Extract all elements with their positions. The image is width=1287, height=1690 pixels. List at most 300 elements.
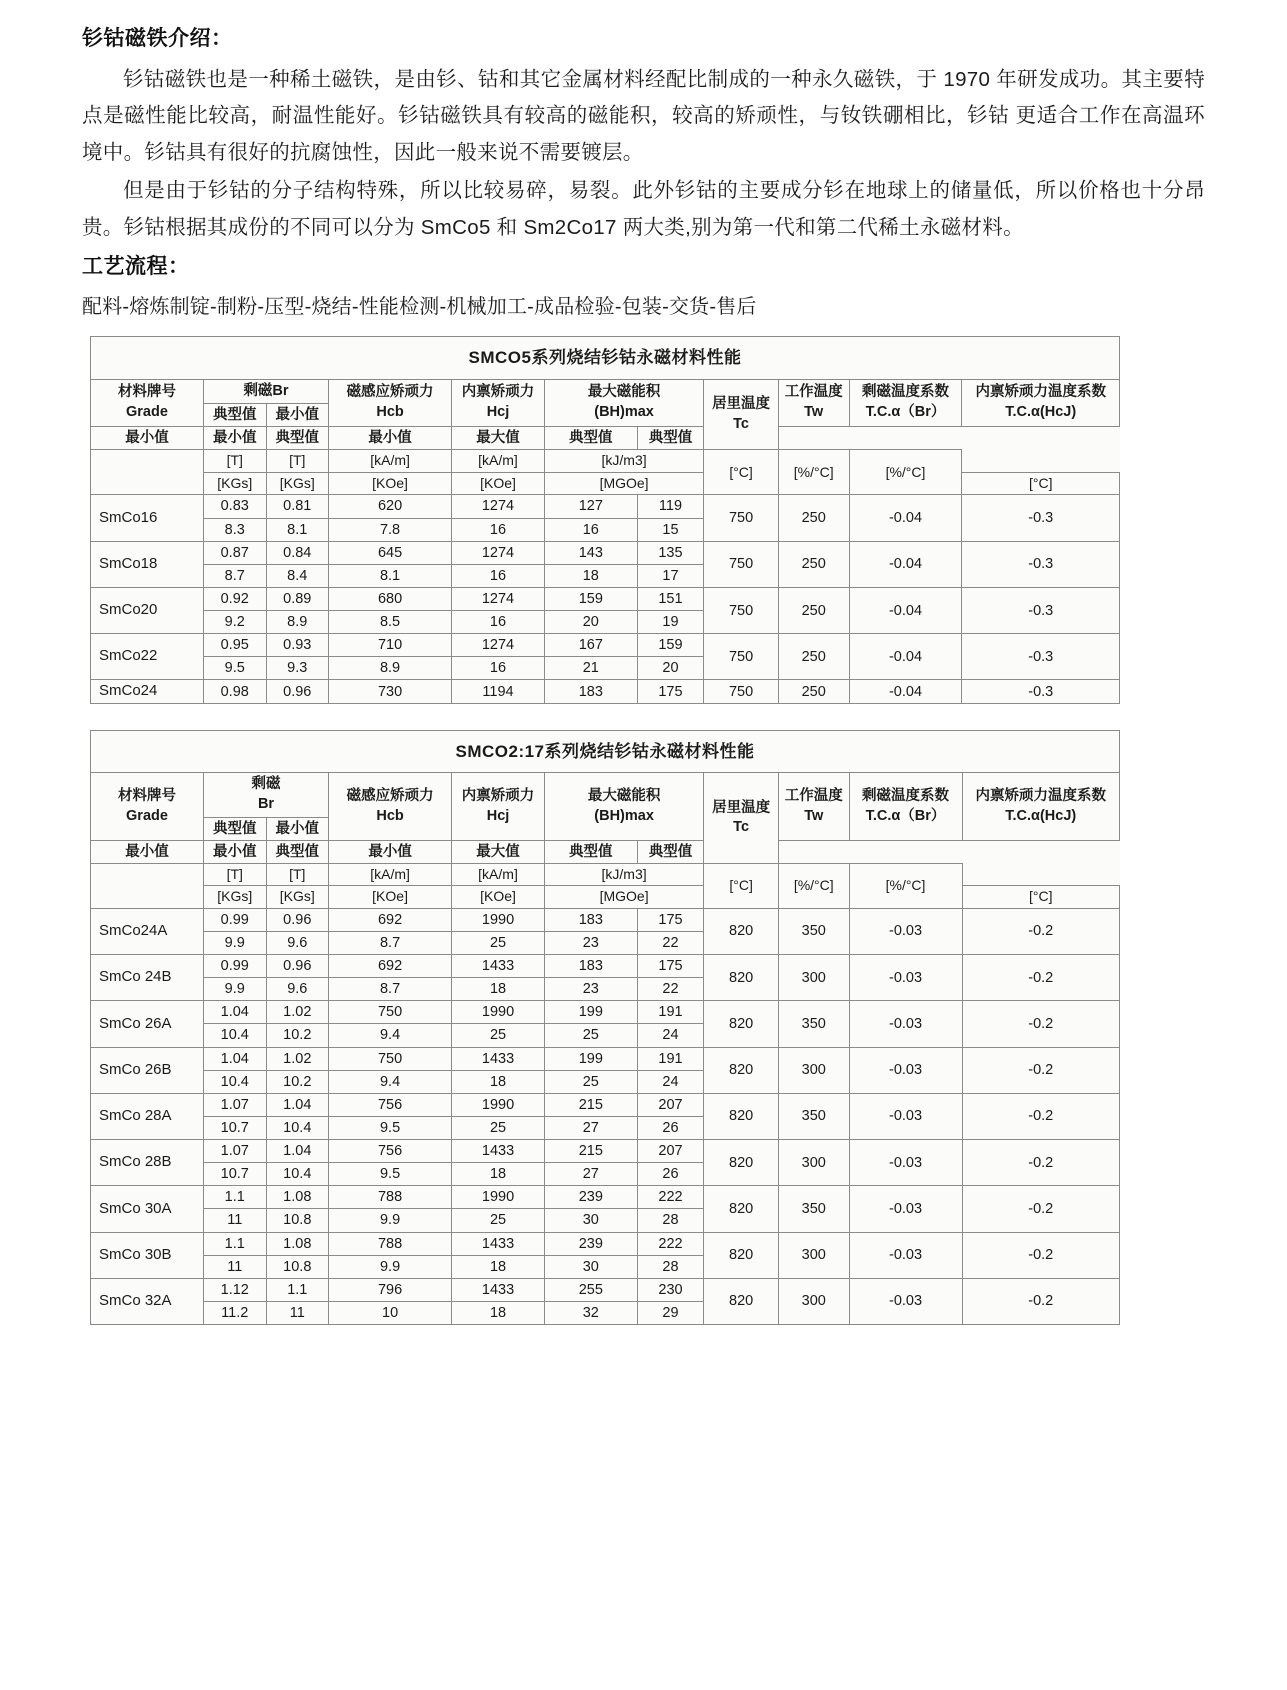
header-hcj (452, 379, 545, 427)
header-tc (704, 379, 779, 450)
cell-bh-min-alt: 22 (637, 931, 704, 954)
cell-br-min: 1.02 (266, 1047, 329, 1070)
header-bh-minimum: 最小值 (329, 840, 452, 863)
header-br-cn: 剩磁 (251, 776, 281, 793)
header-tc-hcj-cn: 内禀矫顽力温度系数 (975, 788, 1106, 805)
cell-bh-typ: 143 (544, 541, 637, 564)
cell-tc: 820 (704, 1140, 779, 1186)
cell-grade: SmCo16 (91, 495, 204, 541)
cell-bh-typ-alt: 32 (544, 1301, 637, 1324)
cell-bh-min-alt: 24 (637, 1070, 704, 1093)
cell-hcb-min-alt: 9.9 (329, 1209, 452, 1232)
cell-hcb-min-alt: 9.5 (329, 1116, 452, 1139)
cell-br-typ: 1.1 (203, 1186, 266, 1209)
cell-br-min: 1.02 (266, 1001, 329, 1024)
header-hcb (329, 773, 452, 840)
cell-tc-br: -0.03 (849, 1047, 962, 1093)
cell-bh-min: 207 (637, 1093, 704, 1116)
cell-tw: 350 (778, 908, 849, 954)
cell-br-typ: 1.04 (203, 1001, 266, 1024)
cell-bh-typ-alt: 23 (544, 978, 637, 1001)
cell-grade: SmCo 28A (91, 1093, 204, 1139)
cell-grade: SmCo 24B (91, 955, 204, 1001)
cell-hcj-min-alt: 25 (452, 931, 545, 954)
cell-bh-typ: 183 (544, 680, 637, 704)
cell-br-min-alt: 10.2 (266, 1070, 329, 1093)
cell-tc-hcj: -0.3 (962, 587, 1120, 633)
cell-br-min: 0.93 (266, 634, 329, 657)
header-br: 剩磁Br (203, 379, 328, 404)
header-hcj-minimum: 最小值 (203, 840, 266, 863)
cell-grade: SmCo22 (91, 634, 204, 680)
table-row (91, 680, 1120, 704)
cell-tc-br: -0.03 (849, 908, 962, 954)
cell-grade: SmCo 28B (91, 1140, 204, 1186)
unit-hcb-kam: [kA/m] (329, 863, 452, 886)
cell-br-min-alt: 8.9 (266, 611, 329, 634)
unit-tc-c: [°C] (962, 472, 1120, 495)
cell-bh-typ-alt: 18 (544, 564, 637, 587)
cell-br-min: 1.04 (266, 1140, 329, 1163)
cell-br-typ-alt: 10.7 (203, 1163, 266, 1186)
cell-grade: SmCo24 (91, 680, 204, 704)
cell-br-min: 0.84 (266, 541, 329, 564)
cell-bh-typ-alt: 27 (544, 1116, 637, 1139)
cell-tc-br: -0.03 (849, 1001, 962, 1047)
unit-tcbr-pct: [%/°C] (778, 450, 849, 495)
cell-br-min-alt: 10.2 (266, 1024, 329, 1047)
header-tc-hcj-cn: 内禀矫顽力温度系数 (975, 384, 1106, 401)
cell-hcj-min-alt: 18 (452, 978, 545, 1001)
cell-hcb-min-alt: 9.5 (329, 1163, 452, 1186)
cell-tc-hcj: -0.2 (962, 1093, 1119, 1139)
header-hcb (329, 379, 452, 427)
header-hcj-cn: 内禀矫顽力 (461, 384, 535, 401)
header-grade-cn: 材料牌号 (117, 788, 176, 805)
cell-grade: SmCo18 (91, 541, 204, 587)
cell-tc: 820 (704, 1278, 779, 1324)
cell-hcj-min: 1274 (452, 541, 545, 564)
cell-tw: 250 (778, 680, 849, 704)
header-tc-br (849, 379, 962, 427)
cell-bh-typ: 159 (544, 587, 637, 610)
intro-paragraph-1: 钐钴磁铁也是一种稀土磁铁，是由钐、钴和其它金属材料经配比制成的一种永久磁铁，于 1970 年研发成功。其主要特点是磁性能比较高，耐温性能好。钐钴磁铁具有较高的磁能积，较高的矫顽性，与钕铁硼相比，钐钴 更适合工作在高温环境中。钐钴具有很好的抗腐蚀性，因此一般来说不需要镀层。 (82, 68, 1205, 164)
cell-hcb-min: 692 (329, 955, 452, 978)
cell-bh-typ: 239 (544, 1232, 637, 1255)
cell-br-min-alt: 8.4 (266, 564, 329, 587)
cell-tc-hcj: -0.3 (962, 680, 1120, 704)
unit-hcb-koe: [KOe] (329, 886, 452, 909)
cell-bh-min: 175 (637, 680, 704, 704)
header-tc-hcj-sym: T.C.α(HcJ) (1005, 404, 1077, 421)
cell-br-typ-alt: 11.2 (203, 1301, 266, 1324)
cell-hcj-min-alt: 25 (452, 1024, 545, 1047)
cell-grade: SmCo 30B (91, 1232, 204, 1278)
cell-bh-typ-alt: 27 (544, 1163, 637, 1186)
cell-hcj-min-alt: 25 (452, 1209, 545, 1232)
cell-bh-min-alt: 28 (637, 1255, 704, 1278)
cell-tc-br: -0.03 (849, 955, 962, 1001)
cell-hcb-min: 788 (329, 1186, 452, 1209)
cell-br-min: 1.08 (266, 1186, 329, 1209)
cell-br-typ-alt: 8.3 (203, 518, 266, 541)
cell-bh-typ: 215 (544, 1093, 637, 1116)
header-br-typical: 典型值 (203, 817, 266, 840)
cell-br-typ: 0.87 (203, 541, 266, 564)
header-br-typical: 典型值 (203, 404, 266, 427)
header-tcbr-typical: 典型值 (544, 427, 637, 450)
header-hcj-minimum: 最小值 (203, 427, 266, 450)
cell-tc: 820 (704, 908, 779, 954)
cell-bh-typ-alt: 25 (544, 1024, 637, 1047)
header-bh-minimum: 最小值 (329, 427, 452, 450)
cell-tc: 820 (704, 1186, 779, 1232)
header-hcb-cn: 磁感应矫顽力 (346, 384, 434, 401)
cell-hcj-min-alt: 16 (452, 657, 545, 680)
cell-bh-min-alt: 17 (637, 564, 704, 587)
unit-br-typ-t: [T] (203, 450, 266, 473)
table-row (91, 495, 1120, 518)
table-row (91, 1278, 1120, 1301)
table-row (91, 587, 1120, 610)
cell-br-typ-alt: 10.7 (203, 1116, 266, 1139)
header-tw-sym: Tw (804, 807, 824, 824)
header-tw-cn: 工作温度 (784, 788, 843, 805)
unit-br-typ-t: [T] (203, 863, 266, 886)
cell-tc: 750 (704, 587, 779, 633)
cell-tc-hcj: -0.2 (962, 1047, 1119, 1093)
unit-tc-c: [°C] (962, 886, 1119, 909)
header-tw-maximum: 最大值 (452, 427, 545, 450)
cell-tc: 820 (704, 1001, 779, 1047)
table-row (91, 1001, 1120, 1024)
cell-tc: 750 (704, 634, 779, 680)
cell-hcb-min-alt: 8.1 (329, 564, 452, 587)
header-br-sym: Br (257, 796, 275, 813)
unit-tchcj-pct: [%/°C] (849, 863, 962, 908)
cell-tc: 820 (704, 1093, 779, 1139)
table-row (91, 1140, 1120, 1163)
cell-bh-min-alt: 24 (637, 1024, 704, 1047)
cell-br-typ: 0.98 (203, 680, 266, 704)
header-grade (91, 379, 204, 427)
cell-tc-hcj: -0.2 (962, 908, 1119, 954)
header-tc-br (849, 773, 962, 840)
cell-tc-hcj: -0.2 (962, 955, 1119, 1001)
cell-grade: SmCo 32A (91, 1278, 204, 1324)
cell-br-typ: 1.1 (203, 1232, 266, 1255)
cell-hcj-min-alt: 18 (452, 1070, 545, 1093)
cell-br-min-alt: 9.3 (266, 657, 329, 680)
header-tc-cn: 居里温度 (712, 396, 771, 413)
header-bhmax (544, 379, 703, 427)
cell-bh-min-alt: 19 (637, 611, 704, 634)
table-row (91, 955, 1120, 978)
table-row (91, 634, 1120, 657)
cell-bh-min-alt: 26 (637, 1163, 704, 1186)
unit-br-min-t: [T] (266, 863, 329, 886)
smco217-spec-table (90, 730, 1120, 1325)
header-tchcj-typical: 典型值 (637, 427, 704, 450)
header-tcbr-typical: 典型值 (544, 840, 637, 863)
cell-bh-min: 135 (637, 541, 704, 564)
header-tw (778, 773, 849, 840)
unit-tw-c: [°C] (704, 863, 779, 908)
table-title: SMCO5系列烧结钐钴永磁材料性能 (91, 337, 1120, 379)
cell-hcb-min-alt: 8.7 (329, 931, 452, 954)
cell-hcj-min: 1194 (452, 680, 545, 704)
cell-tc: 820 (704, 1047, 779, 1093)
cell-hcb-min-alt: 10 (329, 1301, 452, 1324)
header-hcb-cn: 磁感应矫顽力 (346, 788, 434, 805)
cell-tw: 250 (778, 587, 849, 633)
cell-hcb-min: 620 (329, 495, 452, 518)
cell-br-min-alt: 10.4 (266, 1116, 329, 1139)
cell-hcb-min: 645 (329, 541, 452, 564)
cell-bh-typ: 199 (544, 1047, 637, 1070)
cell-tc-hcj: -0.2 (962, 1001, 1119, 1047)
cell-hcj-min: 1274 (452, 634, 545, 657)
unit-br-typ-kgs: [KGs] (203, 886, 266, 909)
header-tchcj-typical: 典型值 (637, 840, 704, 863)
header-grade-en: Grade (126, 807, 168, 824)
cell-hcj-min: 1433 (452, 1232, 545, 1255)
cell-br-typ: 0.83 (203, 495, 266, 518)
cell-tc-br: -0.03 (849, 1278, 962, 1324)
header-bhmax-sym: (BH)max (594, 404, 654, 421)
cell-tw: 250 (778, 541, 849, 587)
cell-bh-typ: 183 (544, 955, 637, 978)
cell-tw: 300 (778, 1140, 849, 1186)
cell-grade: SmCo 26B (91, 1047, 204, 1093)
cell-tc-br: -0.04 (849, 541, 962, 587)
cell-hcj-min: 1990 (452, 1093, 545, 1116)
cell-br-min-alt: 11 (266, 1301, 329, 1324)
unit-br-min-kgs: [KGs] (266, 472, 329, 495)
cell-tc-br: -0.04 (849, 634, 962, 680)
unit-hcj-koe: [KOe] (452, 886, 545, 909)
cell-hcb-min: 680 (329, 587, 452, 610)
header-br-minimum: 最小值 (266, 404, 329, 427)
cell-hcb-min: 796 (329, 1278, 452, 1301)
header-hcj-sym: Hcj (486, 404, 510, 421)
cell-br-typ-alt: 10.4 (203, 1070, 266, 1093)
header-tw-maximum: 最大值 (452, 840, 545, 863)
cell-hcj-min: 1433 (452, 1047, 545, 1070)
cell-grade: SmCo 30A (91, 1186, 204, 1232)
cell-bh-min: 207 (637, 1140, 704, 1163)
table-row (91, 908, 1120, 931)
unit-tcbr-pct: [%/°C] (778, 863, 849, 908)
cell-br-typ-alt: 9.2 (203, 611, 266, 634)
header-br (203, 773, 328, 817)
cell-bh-min: 222 (637, 1186, 704, 1209)
cell-bh-min: 175 (637, 955, 704, 978)
cell-br-typ-alt: 8.7 (203, 564, 266, 587)
cell-bh-typ-alt: 25 (544, 1070, 637, 1093)
cell-bh-min: 222 (637, 1232, 704, 1255)
cell-hcj-min-alt: 18 (452, 1301, 545, 1324)
cell-br-min-alt: 9.6 (266, 978, 329, 1001)
cell-tc: 750 (704, 541, 779, 587)
cell-br-typ-alt: 9.9 (203, 931, 266, 954)
cell-bh-min: 230 (637, 1278, 704, 1301)
cell-tw: 300 (778, 955, 849, 1001)
cell-tc-hcj: -0.2 (962, 1140, 1119, 1186)
header-hcj-sym: Hcj (486, 807, 510, 824)
cell-bh-typ-alt: 23 (544, 931, 637, 954)
cell-tc: 820 (704, 1232, 779, 1278)
table-row (91, 1232, 1120, 1255)
cell-tc-hcj: -0.3 (962, 634, 1120, 680)
cell-hcj-min-alt: 18 (452, 1255, 545, 1278)
cell-bh-typ-alt: 16 (544, 518, 637, 541)
header-tc-br-cn: 剩磁温度系数 (862, 788, 950, 805)
cell-bh-min: 191 (637, 1047, 704, 1070)
cell-grade: SmCo 26A (91, 1001, 204, 1047)
cell-bh-min: 119 (637, 495, 704, 518)
unit-bh-kjm3: [kJ/m3] (544, 450, 703, 473)
cell-tc-hcj: -0.2 (962, 1278, 1119, 1324)
unit-hcb-kam: [kA/m] (329, 450, 452, 473)
process-flow-line: 配料-熔炼制锭-制粉-压型-烧结-性能检测-机械加工-成品检验-包装-交货-售后 (82, 296, 757, 319)
cell-hcb-min: 750 (329, 1047, 452, 1070)
cell-br-typ: 0.99 (203, 955, 266, 978)
cell-bh-typ-alt: 30 (544, 1209, 637, 1232)
cell-tc-br: -0.03 (849, 1232, 962, 1278)
header-bh-typical: 典型值 (266, 427, 329, 450)
header-hcb-minimum: 最小值 (91, 427, 204, 450)
cell-hcb-min: 756 (329, 1093, 452, 1116)
cell-tw: 350 (778, 1186, 849, 1232)
cell-br-typ-alt: 11 (203, 1209, 266, 1232)
cell-bh-min-alt: 29 (637, 1301, 704, 1324)
cell-bh-typ: 167 (544, 634, 637, 657)
header-tc-sym: Tc (733, 819, 750, 836)
cell-br-min: 0.81 (266, 495, 329, 518)
unit-hcb-koe: [KOe] (329, 472, 452, 495)
header-hcb-sym: Hcb (376, 404, 404, 421)
table-row (91, 1093, 1120, 1116)
header-tc-hcj-sym: T.C.α(HcJ) (1005, 807, 1077, 824)
cell-bh-min: 159 (637, 634, 704, 657)
unit-tchcj-pct: [%/°C] (849, 450, 962, 495)
cell-hcb-min-alt: 8.9 (329, 657, 452, 680)
cell-br-typ: 0.99 (203, 908, 266, 931)
unit-br-min-t: [T] (266, 450, 329, 473)
cell-tw: 300 (778, 1047, 849, 1093)
unit-hcj-kam: [kA/m] (452, 450, 545, 473)
cell-br-typ-alt: 9.5 (203, 657, 266, 680)
cell-br-min: 0.96 (266, 680, 329, 704)
cell-br-typ-alt: 9.9 (203, 978, 266, 1001)
cell-tw: 300 (778, 1232, 849, 1278)
cell-hcb-min-alt: 9.4 (329, 1024, 452, 1047)
cell-br-min: 0.96 (266, 908, 329, 931)
cell-grade: SmCo24A (91, 908, 204, 954)
cell-bh-min-alt: 26 (637, 1116, 704, 1139)
header-bhmax-sym: (BH)max (594, 807, 654, 824)
header-bhmax-cn: 最大磁能积 (587, 788, 661, 805)
process-heading: 工艺流程： (82, 255, 190, 279)
header-tc-br-sym: T.C.α（Br） (865, 807, 946, 824)
cell-bh-typ: 239 (544, 1186, 637, 1209)
header-grade-cn: 材料牌号 (117, 384, 176, 401)
cell-bh-typ: 199 (544, 1001, 637, 1024)
header-bh-typical: 典型值 (266, 840, 329, 863)
header-tc-br-sym: T.C.α（Br） (865, 404, 946, 421)
header-bhmax-cn: 最大磁能积 (587, 384, 661, 401)
table-row (91, 1186, 1120, 1209)
cell-grade: SmCo20 (91, 587, 204, 633)
cell-bh-min-alt: 15 (637, 518, 704, 541)
cell-bh-typ-alt: 30 (544, 1255, 637, 1278)
cell-br-min-alt: 10.8 (266, 1209, 329, 1232)
unit-hcj-kam: [kA/m] (452, 863, 545, 886)
cell-bh-min: 175 (637, 908, 704, 931)
cell-tc-br: -0.04 (849, 587, 962, 633)
cell-hcb-min-alt: 9.4 (329, 1070, 452, 1093)
cell-br-typ: 0.95 (203, 634, 266, 657)
header-hcj (452, 773, 545, 840)
cell-hcj-min-alt: 16 (452, 518, 545, 541)
cell-hcj-min: 1433 (452, 1278, 545, 1301)
cell-bh-min: 151 (637, 587, 704, 610)
cell-hcj-min-alt: 16 (452, 611, 545, 634)
cell-br-typ: 1.12 (203, 1278, 266, 1301)
header-grade (91, 773, 204, 840)
cell-hcj-min-alt: 18 (452, 1163, 545, 1186)
cell-tw: 300 (778, 1278, 849, 1324)
table-title: SMCO2:17系列烧结钐钴永磁材料性能 (91, 731, 1120, 773)
cell-tc-hcj: -0.2 (962, 1186, 1119, 1232)
cell-tc: 750 (704, 680, 779, 704)
header-bhmax (544, 773, 703, 840)
header-tc-hcj (962, 379, 1120, 427)
intro-paragraph-2: 但是由于钐钴的分子结构特殊，所以比较易碎，易裂。此外钐钴的主要成分钐在地球上的储量低，所以价格也十分昂贵。钐钴根据其成份的不同可以分为 SmCo5 和 Sm2Co17 两大类,别为第一代和第二代稀土永磁材料。 (82, 179, 1205, 239)
cell-tc: 750 (704, 495, 779, 541)
cell-hcb-min: 692 (329, 908, 452, 931)
header-br-minimum: 最小值 (266, 817, 329, 840)
header-tc-hcj (962, 773, 1119, 840)
header-grade-blank (91, 863, 204, 908)
cell-hcj-min: 1433 (452, 955, 545, 978)
cell-br-min: 1.1 (266, 1278, 329, 1301)
cell-hcb-min-alt: 7.8 (329, 518, 452, 541)
cell-bh-typ: 127 (544, 495, 637, 518)
cell-hcb-min-alt: 8.5 (329, 611, 452, 634)
cell-br-min: 0.89 (266, 587, 329, 610)
cell-bh-typ: 215 (544, 1140, 637, 1163)
cell-br-min: 0.96 (266, 955, 329, 978)
header-hcb-sym: Hcb (376, 807, 404, 824)
header-tc-cn: 居里温度 (712, 799, 771, 816)
cell-br-min: 1.04 (266, 1093, 329, 1116)
cell-hcj-min: 1990 (452, 1001, 545, 1024)
cell-bh-min-alt: 22 (637, 978, 704, 1001)
cell-tc: 820 (704, 955, 779, 1001)
cell-tc-br: -0.03 (849, 1140, 962, 1186)
cell-hcj-min: 1990 (452, 1186, 545, 1209)
cell-hcb-min: 730 (329, 680, 452, 704)
cell-br-typ: 1.07 (203, 1140, 266, 1163)
cell-bh-min-alt: 28 (637, 1209, 704, 1232)
cell-hcb-min-alt: 9.9 (329, 1255, 452, 1278)
header-tw (778, 379, 849, 427)
cell-br-typ: 1.07 (203, 1093, 266, 1116)
unit-bh-kjm3: [kJ/m3] (544, 863, 703, 886)
unit-bh-mgoe: [MGOe] (544, 472, 703, 495)
